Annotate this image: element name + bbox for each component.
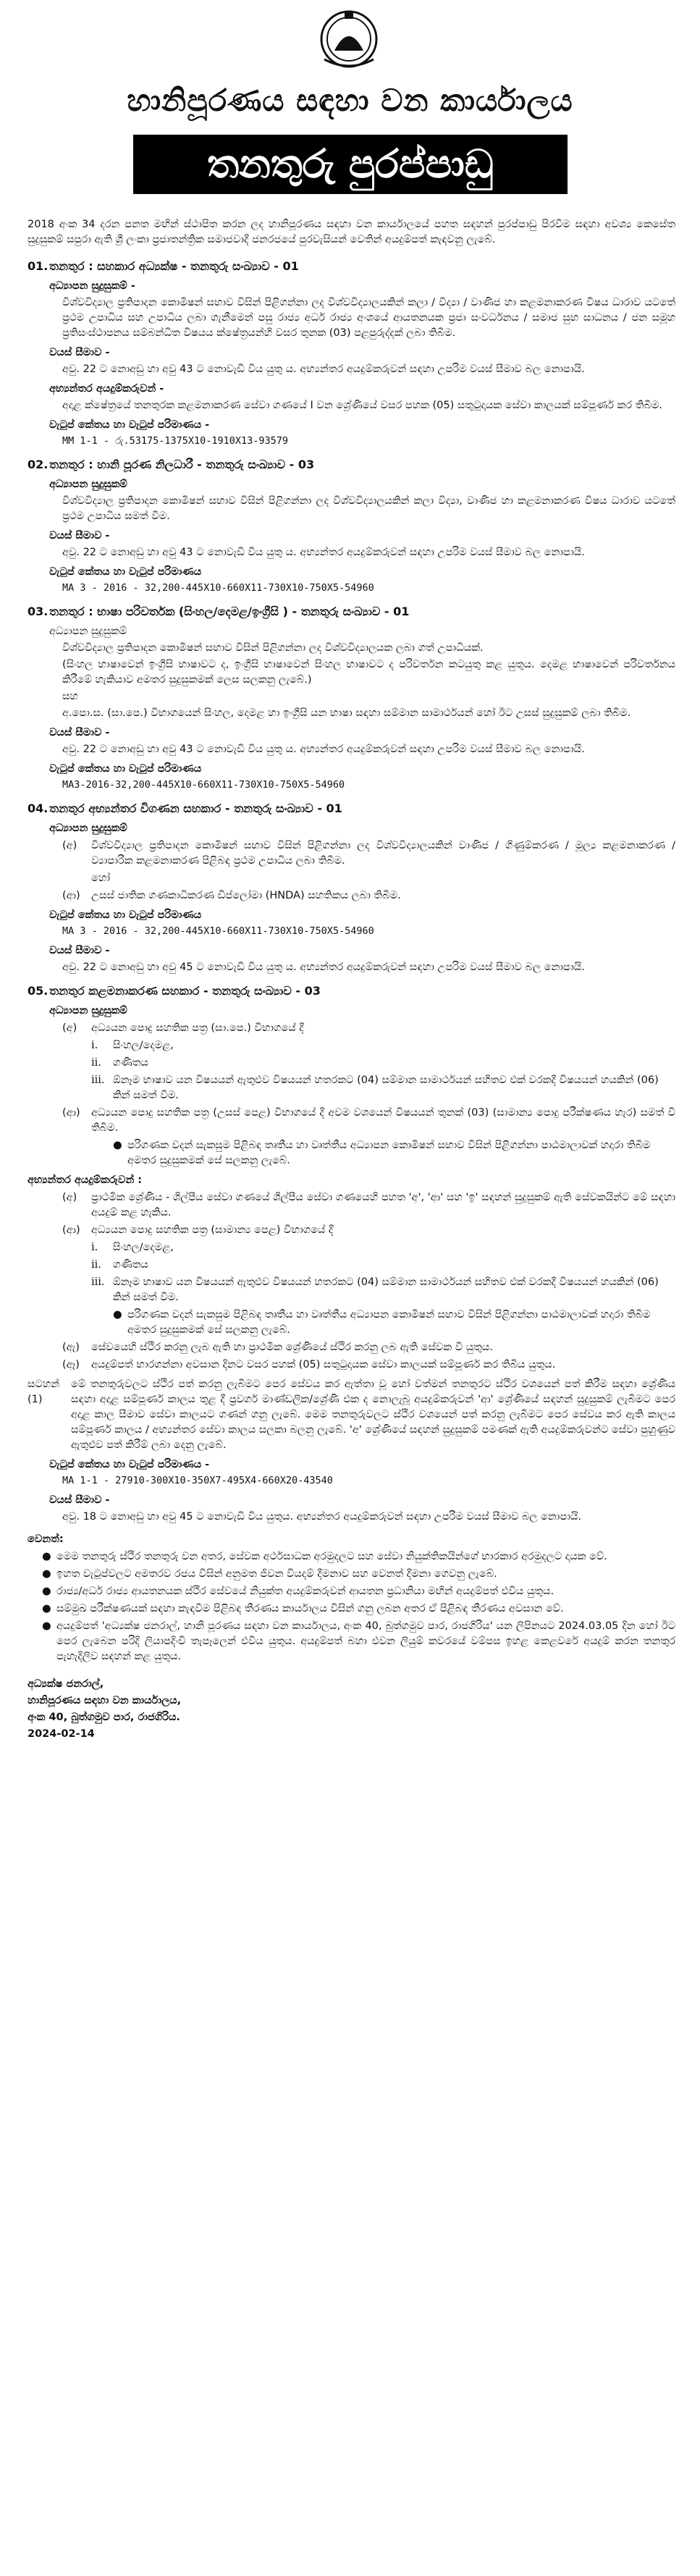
age-label: වයස් සීමාව - bbox=[49, 727, 110, 739]
edu-label: අධ්‍යාපන සුදුසුකම් bbox=[49, 625, 127, 637]
organization-title: හානිපූරණය සඳහා වන කාර්යාලය bbox=[127, 83, 573, 118]
edu-text-language: (සිංහල භාෂාවෙන් ඉංග්‍රීසි භාෂාවට ද, ඉංග්‍රීසි භාෂාවෙන් සිංහල භාෂාවට ද පරිවර්තන කටයුතු කළ යුතුය. දෙමළ භාෂාවෙන් පරිවර්තනය කිරීමේ හැකියාව අමතර සුදුසුකමක් ලෙස සලකනු ලැබේ.) bbox=[62, 658, 675, 686]
salary-scale: MA 1-1 - 27910-300X10-350X7-495X4-660X20-43540 bbox=[62, 1475, 333, 1487]
salary-scale: MA 3 - 2016 - 32,200-445X10-660X11-730X10-750X5-54960 bbox=[62, 582, 374, 594]
section-heading: 05. තනතුර කළමනාකරණ සහකාර - තනතුරු සංඛ්‍යාව - 03 bbox=[28, 983, 321, 998]
edu-label: අධ්‍යාපන සුදුසුකම් bbox=[49, 479, 127, 491]
qualification-item: (ආ) උසස් ජාතික ගණකාධිකරණ ඩිප්ලෝමා (HNDA) සහතිකය ලබා තිබීම. bbox=[62, 889, 401, 901]
age-text: අවු. 18 ට නොඅඩු හා අවු 45 ට නොවැඩි විය යුතුය. අභ්‍යන්තර අයදුම්කරුවන් සඳහා උපරිම වයස් සීමාව බල නොපායි. bbox=[62, 1510, 582, 1523]
list-item: ● අයදුම්පත් 'අධ්‍යක්ෂ ජනරාල්, හානි පූරණය සඳහා වන කාර්යාලය, අංක 40, බුත්ගමුව පාර, රාජගිරිය' යන ලිපිනයට 2024.03.05 දින හෝ ඊට පෙර ලැබෙන පරිදි ලියාපදිංචි තැපෑලෙන් එවිය යුතුය. අයදුම්පත් බහා එවන ලියුම් කවරයේ වම්පස ඉහළ කෙළවරේ අයදුම් කරන තනතුර පැහැදිලිව සඳහන් කළ යුතුය. bbox=[42, 1620, 675, 1662]
and-connector: සහ bbox=[62, 691, 78, 703]
age-label: වයස් සීමාව - bbox=[49, 944, 110, 956]
signature-block bbox=[28, 1676, 675, 1743]
list-item: ● ඉහත වැටුප්වලට අමතරව රජය විසින් අනුමත ජීවන වියදම් දීමනාව සහ වෙනත් දීමනා ගෙවනු ලැබේ. bbox=[42, 1567, 497, 1580]
additional-qualification: ● පරිගණක වදන් සැකසුම පිළිබඳ තෘතීය හා වෘත්තීය අධ්‍යාපන කොමිෂන් සභාව විසින් පිළිගන්නා පාඨමාලාවක් හදාරා තිබීම අමතර සුදුසුකමක් සේ සලකනු ලැබේ. bbox=[113, 1309, 651, 1337]
signatory-address: අංක 40, බුත්ගමුව පාර, රාජගිරිය. bbox=[28, 1712, 180, 1724]
edu-text-gce: අ.පො.ස. (සා.පෙ.) විභාගයෙන් සිංහල, දෙමළ හා ඉංග්‍රීසි යන භාෂා සඳහා සම්මාන සාමාර්ථයන් හෝ ඊට උසස් සුදුසුකම් ලබා තිබීම. bbox=[62, 707, 631, 720]
edu-text: විශ්වවිද්‍යාල ප්‍රතිපාදන කොමිෂන් සභාව විසින් පිළිගන්නා ලද විශ්වවිද්‍යාලයක ලබා ගත් උපාධියක්. bbox=[62, 641, 484, 654]
salary-label: වැටුප් කේතය හා වැටුප් පරිමාණය bbox=[49, 566, 202, 578]
list-item: ● රාජ්‍ය/අර්ධ රාජ්‍ය ආයතනයක ස්ථිර සේවයේ නියුක්ත අයදුම්කරුවන් ආයතන ප්‍රධානියා මඟින් අයදුම්පත් එවිය යුතුය. bbox=[42, 1585, 554, 1597]
age-text: අවු. 22 ට නොඅඩු හා අවු 45 ට නොවැඩි විය යුතු ය. අභ්‍යන්තර අයදුම්කරුවන් සඳහා උපරිම වයස් සීමාව බල නොපායි. bbox=[62, 961, 585, 973]
internal-item: (ඇ) සේවයෙහි ස්ථිර කරනු ලැබ ඇති හා ප්‍රාථමික ශ්‍රේණියේ ස්ථිර කරනු ලබ ඇති සේවක වී යුතුය. bbox=[62, 1342, 493, 1354]
section-compensation-officer bbox=[28, 456, 675, 596]
list-item: ● සම්මුඛ පරීක්ෂණයක් සඳහා කැඳවීම පිළිබඳ තීරණය කාර්යාලය විසින් ගනු ලබන අතර ඒ පිළිබඳ තීරණය අවසාන වේ. bbox=[42, 1602, 564, 1615]
subject-item: iii. ඕනෑම භාෂාව යන විෂයයන් ඇතුළුව විෂයයන් හතරකට (04) සම්මාන සාමාර්ථයන් සහිතව එක් වරකදී විෂයයන් හයකින් (06) කින් සමත් වීම. bbox=[91, 1074, 659, 1101]
age-text: අවු. 22 ට නොඅඩු හා අවු 43 ට නොවැඩි විය යුතු ය. අභ්‍යන්තර අයදුම්කරුවන් සඳහා උපරිම වයස් සීමාව බල නොපායි. bbox=[62, 363, 585, 376]
edu-text: විශ්වවිද්‍යාල ප්‍රතිපාදන කොමිෂන් සභාව විසින් පිළිගන්නා ලද විශ්වවිද්‍යාලයකින් කලා විද්‍යා, වාණිජ හා කළමනාකරණ විෂය ධාරාව යටතේ ප්‍රථම උපාධිය සමත් වීම. bbox=[62, 495, 675, 523]
signatory-office: හානිපූරණය සඳහා වන කාර්යාලය, bbox=[28, 1695, 182, 1707]
sri-lanka-emblem-icon bbox=[313, 7, 385, 71]
subject-item: i. සිංහල/දෙමළ, bbox=[91, 1241, 174, 1253]
other-notes-label: වෙනත්: bbox=[28, 1533, 64, 1545]
age-label: වයස් සීමාව - bbox=[49, 347, 110, 359]
salary-label: වැටුප් කේතය හා වැටුප් පරිමාණය bbox=[49, 909, 202, 921]
internal-label: අභ්‍යන්තර අයදුම්කරුවන් : bbox=[28, 1174, 143, 1186]
edu-label: අධ්‍යාපන සුදුසුකම් bbox=[49, 822, 127, 834]
section-heading: 01. තනතුර : සහකාර අධ්‍යක්ෂ - තනතුරු සංඛ්‍යාව - 01 bbox=[28, 259, 299, 274]
section-heading: 03. තනතුර : භාෂා පරිවර්තක (සිංහල/දෙමළ/ඉංග්‍රීසි ) - තනතුරු සංඛ්‍යාව - 01 bbox=[28, 604, 410, 618]
notice-date: 2024-02-14 bbox=[28, 1728, 95, 1741]
salary-label: වැටුප් කේතය හා වැටුප් පරිමාණය - bbox=[49, 419, 210, 432]
section-translator bbox=[28, 603, 675, 793]
edu-text: විශ්වවිද්‍යාල ප්‍රතිපාදන කොමිෂන් සභාව විසින් පිළිගන්නා ලද විශ්වවිද්‍යාලයකින් කලා / විද්‍යා / වාණිජ හා කළමනාකරණ විෂය ධාරාව යටතේ ප්‍රථම උපාධිය සහ උපාධිය ලබා ගැනීමෙන් පසු රාජ්‍ය අර්ධ රාජ්‍ය අංශයේ ආයතනයක ප්‍රජා සංවර්ධනය / සමාජ සුභ සාධනය / ජන සමූහ ප්‍රතිසංස්ථාපනය සම්බන්ධිත විෂයය ක්ෂේත්‍රයන්හි වසර තුනක (03) පළපුරුද්දක් ලබා තිබීම. bbox=[62, 297, 675, 340]
notice-content bbox=[28, 217, 675, 1743]
qualification-item: (අ) විශ්වවිද්‍යාල ප්‍රතිපාදන කොමිෂන් සභාව විසින් පිළිගන්නා ලද විශ්වවිද්‍යාලයකින් වාණිජ / ගිණුම්කරණ / මූල්‍ය කළමනාකරණ / ව්‍යාපාරික කළමනාකරණ පිළිබඳ ප්‍රථම උපාධිය ලබා තිබීම. bbox=[62, 839, 675, 867]
section-management-assistant bbox=[28, 982, 675, 1525]
qualification-item: හෝ bbox=[91, 872, 111, 884]
salary-scale: MM 1-1 - රු.53175-1375X10-1910X13-93579 bbox=[62, 435, 289, 447]
salary-label: වැටුප් කේතය හා වැටුප් පරිමාණය - bbox=[49, 1459, 210, 1471]
other-notes-list bbox=[42, 1549, 675, 1664]
age-label: වයස් සීමාව - bbox=[49, 530, 110, 542]
subject-item: i. සිංහල/දෙමළ, bbox=[91, 1039, 174, 1051]
subject-item: ii. ගණිතය bbox=[91, 1056, 148, 1069]
section-heading: 04. තනතුර අභ්‍යන්තර විගණන සහකාර - තනතුරු සංඛ්‍යාව - 01 bbox=[28, 801, 342, 815]
note-block: සටහන් (1) මේ තනතුරුවලට ස්ථිර පත් කරනු ලැබීමට පෙර සේවය කර ඇත්තා වූ හෝ වත්මන් තනතුරට ස්ථිර වශයෙන් පත් කිරීම සඳහා ශ්‍රේණිය සඳහා අදාළ සම්පූර්ණ කාලය තුළ දී ප්‍රවර්ග මාණ්ඩලික/ශ්‍රේණි එක ද නොලැබූ අයදුම්කරුවන් 'ආ' ශ්‍රේණියේ සඳහන් සුදුසුකම් ලැබීමට පෙර අදාළ කාල සීමාව සේවා කාලයට ගණන් ගනු ලැබේ. මෙම තනතුරුවලට ස්ථිර වශයෙන් පත් කරනු ලැබීමට පෙර සේවය කර ඇති කාලය සම්පූර්ණ කාලය / අභ්‍යන්තර සේවා කාලය සලකා බලනු ලැබේ. 'අ' ශ්‍රේණියේ සඳහන් සුදුසුකම් පමණක් ඇති අයදුම්කරුවන්ට සේවා පුහුණුව ඇතුළුව පත් කිරීම් ලබා දෙනු ලැබේ. bbox=[28, 1379, 675, 1452]
qualification-item: (අ) අධ්‍යයන පොදු සහතික පත්‍ර (සා.පෙ.) විභාගයේ දී bbox=[62, 1022, 304, 1034]
intro-paragraph: 2018 අංක 34 දරන පනත මඟින් ස්ථාපිත කරන ලද හානිපූරණය සඳහා වන කාර්යාලයේ පහත සඳහන් පුරප්පාඩු පිරවීම සඳහා අවශ්‍ය කෙසේත සුදුසුකම් සපුරා ඇති ශ්‍රී ලංකා ප්‍රජාතන්ත්‍රික සමාජවාදී ජනරජයේ පුරවැසියන් වෙතින් අයදුම්පත් කැඳවනු ලැබේ. bbox=[28, 219, 675, 246]
subject-item: iii. ඕනෑම භාෂාව යන විෂයයන් ඇතුළුව විෂයයන් හතරකට (04) සම්මාන සාමාර්ථයන් සහිතව එක් වරකදී විෂයයන් හයකින් (06) කින් සමත් වීම. bbox=[91, 1276, 659, 1303]
age-text: අවු. 22 ට නොඅඩු හා අවු 43 ට නොවැඩි විය යුතු ය. අභ්‍යන්තර අයදුම්කරුවන් සඳහා උපරිම වයස් සීමාව බල නොපායි. bbox=[62, 744, 585, 756]
section-assistant-director bbox=[28, 258, 675, 449]
vacancies-banner: තනතුරු පුරප්පාඩු bbox=[133, 135, 568, 194]
additional-qualification: ● පරිගණක වදන් සැකසුම පිළිබඳ තෘතීය හා වෘත්තීය අධ්‍යාපන කොමිෂන් සභාව විසින් පිළිගන්නා පාඨමාලාවක් හදාරා තිබීම අමතර සුදුසුකමක් සේ සලකනු ලැබේ. bbox=[113, 1139, 651, 1166]
subject-item: ii. ගණිතය bbox=[91, 1258, 148, 1271]
list-item: ● මෙම තනතුරු ස්ථිර තනතුරු වන අතර, සේවක අර්ථසාධක අරමුදලට සහ සේවා නියුක්තිකයින්ගේ භාරකාර අරමුදලට දායක වේ. bbox=[42, 1550, 607, 1562]
internal-item: (අ) ප්‍රාථමික ශ්‍රේණිය - ශිල්පීය සේවා ගණයේ ශිල්පීය සේවා ගණයෙහි පහත 'අ', 'ආ' සහ 'ඉ' සඳහන් සුදුසුකම් ඇති සේවකයින්ට මේ සඳහා අයදුම් කළ හැකිය. bbox=[62, 1191, 675, 1218]
salary-label: වැටුප් කේතය හා වැටුප් පරිමාණය bbox=[49, 763, 202, 775]
edu-label: අධ්‍යාපන සුදුසුකම් - bbox=[49, 280, 135, 292]
signatory-title: අධ්‍යක්ෂ ජනරාල්, bbox=[28, 1678, 104, 1690]
age-text: අවු. 22 ට නොඅඩු හා අවු 43 ට නොවැඩි විය යුතු ය. අභ්‍යන්තර අයදුම්කරුවන් සඳහා උපරිම වයස් සීමාව බල නොපායි. bbox=[62, 547, 585, 559]
internal-label: අභ්‍යන්තර අයදුම්කරුවන් - bbox=[49, 383, 164, 395]
internal-text: අදාළ ක්ෂේත්‍රයේ තනතුරක කළමනාකරණ සේවා ගණයේ I වන ශ්‍රේණියේ වසර පහක (05) සතුටුදායක සේවා කාලයක් සම්පූර්ණ කර තිබීම. bbox=[62, 400, 662, 412]
age-label: වයස් සීමාව - bbox=[49, 1494, 110, 1506]
section-heading: 02. තනතුර : හානි පූරණ නිලධාරී - තනතුරු සංඛ්‍යාව - 03 bbox=[28, 457, 315, 471]
section-internal-audit-assistant bbox=[28, 800, 675, 975]
internal-item: (ඈ) අයදුම්පත් භාරගන්නා අවසාන දිනට වසර පහක් (05) සතුටුදායක සේවා කාලයක් සම්පූර්ණ කර තිබිය යුතුය. bbox=[62, 1359, 556, 1371]
salary-scale: MA3-2016-32,200-445X10-660X11-730X10-750X5-54960 bbox=[62, 779, 345, 791]
internal-item: (ආ) අධ්‍යයන පොදු සහතික පත්‍ර (සාමාන්‍ය පෙළ) විභාගයේ දී bbox=[62, 1224, 334, 1236]
qualification-item: (ආ) අධ්‍යයන පොදු සහතික පත්‍ර (උසස් පෙළ) විභාගයේ දී අවම වශයෙන් විෂයයන් තුනක් (03) (සාමාන්‍ය පොදු පරීක්ෂණය හැර) සමත් වී තිබීම. bbox=[62, 1106, 675, 1134]
edu-label: අධ්‍යාපන සුදුසුකම් bbox=[49, 1004, 127, 1016]
salary-scale: MA 3 - 2016 - 32,200-445X10-660X11-730X10-750X5-54960 bbox=[62, 925, 374, 937]
